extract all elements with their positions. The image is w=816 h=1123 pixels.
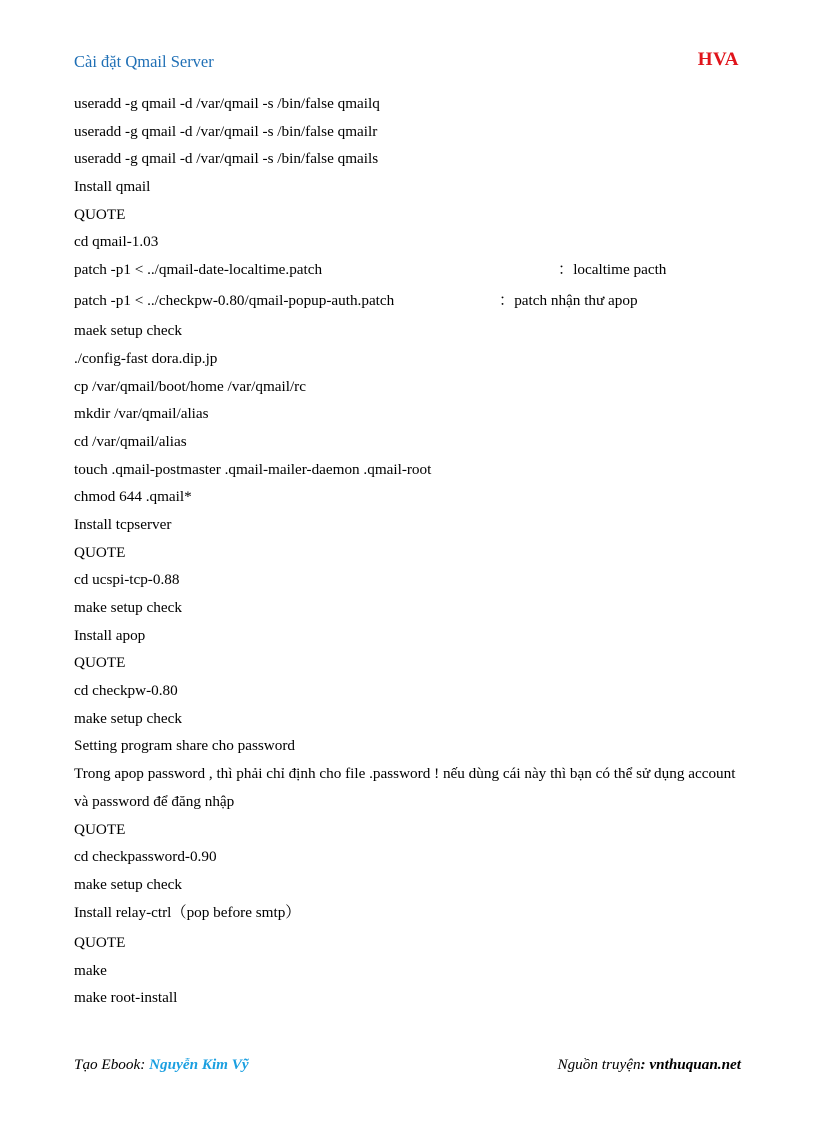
text-line: make root-install <box>74 989 178 1007</box>
brand-logo-text: HVA <box>697 49 739 70</box>
text-line: cp /var/qmail/boot/home /var/qmail/rc <box>74 377 306 395</box>
patch-command: patch -p1 < ../qmail-date-localtime.patch <box>74 261 323 279</box>
text-line: QUOTE <box>74 820 126 838</box>
text-line: QUOTE <box>74 934 126 952</box>
footer-source <box>557 1056 741 1074</box>
text-line: Install apop <box>74 626 146 644</box>
document-body <box>74 94 744 1016</box>
text-line: Install qmail <box>74 178 151 196</box>
text-line: QUOTE <box>74 654 126 672</box>
footer-credit <box>74 1056 249 1074</box>
text-line: QUOTE <box>74 205 126 223</box>
text-line-with-note <box>74 291 744 322</box>
text-line: useradd -g qmail -d /var/qmail -s /bin/false qmails <box>74 150 379 168</box>
text-line: cd qmail-1.03 <box>74 233 159 251</box>
footer-source-label: Nguồn truyện <box>557 1056 641 1073</box>
text-line: touch .qmail-postmaster .qmail-mailer-daemon .qmail-root <box>74 460 432 478</box>
page-header-title: Cài đặt Qmail Server <box>74 52 214 71</box>
text-line: cd /var/qmail/alias <box>74 432 187 450</box>
paragraph: Trong apop password , thì phải chỉ định cho file .password ! nếu dùng cái này thì bạn có thể sử dụng account và password để đăng nhập <box>74 765 736 810</box>
text-line-with-note <box>74 260 744 291</box>
text-line: cd checkpassword-0.90 <box>74 848 217 866</box>
text-line: Install tcpserver <box>74 515 172 533</box>
text-line: Setting program share cho password <box>74 737 296 755</box>
footer-source-separator: : <box>640 1056 650 1073</box>
apop-note: ：patch nhận thư apop <box>499 291 638 309</box>
text-line: useradd -g qmail -d /var/qmail -s /bin/false qmailr <box>74 122 378 140</box>
localtime-note: ：localtime pacth <box>558 261 667 279</box>
patch-command: patch -p1 < ../checkpw-0.80/qmail-popup-auth.patch <box>74 291 395 309</box>
footer-source-site: vnthuquan.net <box>649 1056 741 1073</box>
text-line: make setup check <box>74 875 182 893</box>
footer-credit-separator: : <box>140 1056 150 1073</box>
text-line: maek setup check <box>74 322 182 340</box>
text-line: useradd -g qmail -d /var/qmail -s /bin/false qmailq <box>74 95 380 112</box>
footer-author: Nguyễn Kim Vỹ <box>149 1056 249 1073</box>
text-line: make setup check <box>74 709 182 727</box>
footer-credit-label: Tạo Ebook <box>74 1056 141 1073</box>
text-line: cd ucspi-tcp-0.88 <box>74 571 180 589</box>
text-line: Install relay-ctrl（pop before smtp） <box>74 903 301 921</box>
text-line: chmod 644 .qmail* <box>74 488 192 506</box>
text-line: mkdir /var/qmail/alias <box>74 405 209 423</box>
text-line: ./config-fast dora.dip.jp <box>74 349 218 367</box>
text-line: cd checkpw-0.80 <box>74 682 178 700</box>
text-line: make <box>74 961 107 979</box>
text-line: make setup check <box>74 599 182 616</box>
text-line: QUOTE <box>74 543 126 561</box>
